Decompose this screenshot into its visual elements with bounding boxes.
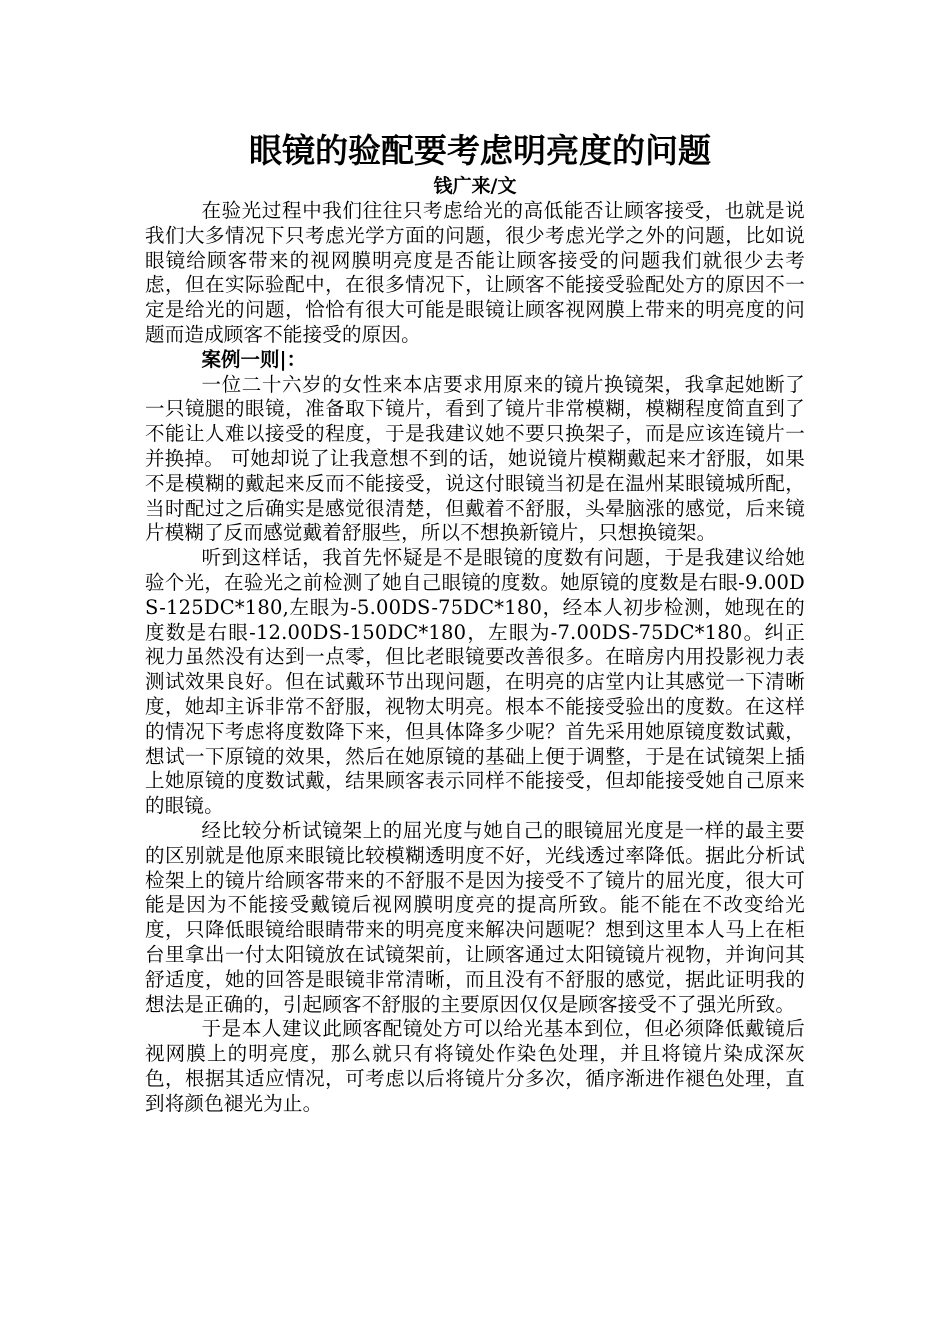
body-paragraph: 于是本人建议此顾客配镜处方可以给光基本到位，但必须降低戴镜后视网膜上的明亮度，那么就只有将镜处作染色处理，并且将镜片染成深灰色，根据其适应情况，可考虑以后将镜片分多次，循序渐进作褪色处理，直到将颜色褪光为止。 <box>145 1017 805 1115</box>
case-heading: 案例一则|： <box>201 347 307 371</box>
document-page <box>145 128 805 1116</box>
document-title: 眼镜的验配要考虑明亮度的问题 <box>249 131 711 170</box>
body-paragraph: 经比较分析试镜架上的屈光度与她自己的眼镜屈光度是一样的最主要的区别就是他原来眼镜比较模糊透明度不好，光线透过率降低。据此分析试检架上的镜片给顾客带来的不舒服不是因为接受不了镜片的屈光度，很大可能是因为不能接受戴镜后视网膜明度亮的提高所致。能不能在不改变给光度，只降低眼镜给眼睛带来的明亮度来解决问题呢？想到这里本人马上在柜台里拿出一付太阳镜放在试镜架前，让顾客通过太阳镜镜片视物，并询问其舒适度，她的回答是眼镜非常清晰，而且没有不舒服的感觉，据此证明我的想法是正确的，引起顾客不舒服的主要原因仅仅是顾客接受不了强光所致。 <box>145 818 805 1016</box>
body-paragraph: 一位二十六岁的女性来本店要求用原来的镜片换镜架，我拿起她断了一只镜腿的眼镜，准备取下镜片，看到了镜片非常模糊，模糊程度简直到了不能让人难以接受的程度，于是我建议她不要只换架子，而是应该连镜片一并换掉。 可她却说了让我意想不到的话，她说镜片模糊戴起来才舒服，如果不是模糊的戴起来反而不能接受，说这付眼镜当初是在温州某眼镜城所配，当时配过之后确实是感觉很清楚，但戴着不舒服，头晕脑涨的感觉，后来镜片模糊了反而感觉戴着舒服些，所以不想换新镜片，只想换镜架。 <box>145 372 805 545</box>
author-byline: 钱广来/文 <box>433 175 517 197</box>
body-paragraph: 听到这样话，我首先怀疑是不是眼镜的度数有问题，于是我建议给她验个光，在验光之前检测了她自己眼镜的度数。她原镜的度数是右眼-9.00DS-125DC*180,左眼为-5.00DS-75DC*180，经本人初步检测，她现在的度数是右眼-12.00DS-150DC*180，左眼为-7.00DS-75DC*180。纠正视力虽然没有达到一点零，但比老眼镜要改善很多。在暗房内用投影视力表测试效果良好。但在试戴环节出现问题，在明亮的店堂内让其感觉一下清晰度，她却主诉非常不舒服，视物太明亮。根本不能接受验出的度数。在这样的情况下考虑将度数降下来，但具体降多少呢？首先采用她原镜度数试戴，想试一下原镜的效果，然后在她原镜的基础上便于调整，于是在试镜架上插上她原镜的度数试戴，结果顾客表示同样不能接受，但却能接受她自己原来的眼镜。 <box>145 546 805 818</box>
intro-paragraph: 在验光过程中我们往往只考虑给光的高低能否让顾客接受，也就是说我们大多情况下只考虑光学方面的问题，很少考虑光学之外的问题，比如说眼镜给顾客带来的视网膜明亮度是否能让顾客接受的问题我们就很少去考虑，但在实际验配中，在很多情况下，让顾客不能接受验配处方的原因不一定是给光的问题，恰恰有很大可能是眼镜让顾客视网膜上带来的明亮度的问题而造成顾客不能接受的原因。 <box>145 199 805 346</box>
